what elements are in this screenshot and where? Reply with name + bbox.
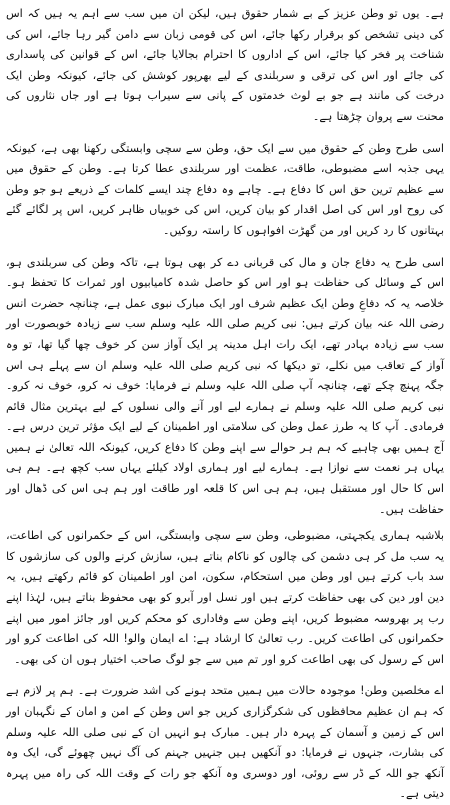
paragraph-defence-of-homeland: اسی طرح وطن کے حقوق میں سے ایک حق، وطن سے سچی وابستگی رکھنا بھی ہے، کیونکہ یہی جذبہ اسے مضبوطی، طاقت، عظمت اور سربلندی عطا کرتا ہے۔ وطن کے حقوق میں سے عظیم ترین حق اس کا دفاع ہے۔ چاہے وہ دفاع چند ایسے کلمات کے ذریعے ہو جو وطن کی روح اور اس کی اصل اقدار کو بیان کریں، اس کی خوبیاں ظاہر کریں، اس پر لگائے گئے بہتانوں کا رد کریں اور من گھڑت افواہوں کا راستہ روکیں۔ bbox=[6, 141, 444, 237]
paragraph-call-to-patriots: اے مخلصین وطن! موجودہ حالات میں ہمیں متحد ہونے کی اشد ضرورت ہے۔ ہم پر لازم ہے کہ ہم ان عظیم محافظوں کی شکرگزاری کریں جو اس وطن کے امن و امان کے نگہبان اور اس کے زمین و آسمان کے پہرہ دار ہیں۔ مبارک ہو انہیں ان کے نبی صلی اللہ علیہ وسلم کی بشارت، جنہوں نے فرمایا: دو آنکھیں ہیں جنہیں جہنم کی آگ نہیں چھوئے گی، ایک وہ آنکھ جو اللہ کے ڈر سے روئی، اور دوسری وہ آنکھ جو رات کے وقت اللہ کی راہ میں پہرہ دیتی ہے۔ bbox=[6, 684, 444, 801]
paragraph-unity-and-obedience: بلاشبہ ہماری یکجہتی، مضبوطی، وطن سے سچی وابستگی، اس کے حکمرانوں کی اطاعت، یہ سب مل کر ہی دشمن کی چالوں کو ناکام بناتے ہیں، سازش کرنے والوں کی سازشوں کا سد باب کرتے ہیں اور وطن میں استحکام، سکون، امن اور اطمینان کو قائم رکھتے ہیں، یہ دین اور دین کی بھی حفاظت کرتے ہیں اور نسل اور آبرو کو بھی محفوظ بناتے ہیں، لہٰذا اپنے رب پر بھروسہ مضبوط کریں، اپنے وطن سے وفاداری کو محکم کریں اور جائز امور میں اپنے حکمرانوں کی اطاعت کریں۔ رب تعالیٰ کا ارشاد ہے: اے ایمان والو! اللہ کی اطاعت کرو اور اس کے رسول کی بھی اطاعت کرو اور تم میں سے جو لوگ صاحب اختیار ہوں ان کی بھی۔ bbox=[6, 529, 444, 666]
paragraph-rights-of-homeland: ہے۔ یوں تو وطن عزیز کے بے شمار حقوق ہیں، لیکن ان میں سب سے اہم یہ ہیں کہ اس کی دینی تشخص کو برقرار رکھا جائے، اس کی قومی زبان سے دامن گیر رہا جائے، اس کی شناخت پر فخر کیا جائے، اس کے اداروں کا احترام بجالایا جائے، اس کے قوانین کی پاسداری کی جائے اور اس کی ترقی و سربلندی کے لیے بھرپور کوشش کی جائے، کیونکہ وطن ایک درخت کی مانند ہے جو بے لوث خدمتوں کے پانی سے سیراب ہوتا ہے اور جاں نثاروں کی محنت سے پروان چڑھتا ہے۔ bbox=[6, 7, 444, 123]
paragraph-prophetic-example: اسی طرح یہ دفاع جان و مال کی قربانی دے کر بھی ہوتا ہے، تاکہ وطن کی سربلندی ہو، اس کے وسائل کی حفاظت ہو اور اس کو حاصل شدہ کامیابیوں اور ثمرات کا تحفظ ہو۔ خلاصہ یہ کہ دفاعِ وطن ایک عظیم شرف اور ایک مبارک نبوی عمل ہے، چنانچہ حضرت انس رضی اللہ عنہ بیان کرتے ہیں: نبی کریم صلی اللہ علیہ وسلم سب سے زیادہ خوبصورت اور سب سے زیادہ بہادر تھے، ایک رات اہل مدینہ پر ایک آواز سن کر خوف چھا گیا تھا، تو وہ آواز کے تعاقب میں نکلے، تو دیکھا کہ نبی کریم صلی اللہ علیہ وسلم ان سے پہلے ہی اس جگہ پہنچ چکے تھے، چنانچہ آپ صلی اللہ علیہ وسلم نے فرمایا: خوف نہ کرو، خوف نہ کرو۔ نبی کریم صلی اللہ علیہ وسلم نے ہمارے لیے اور آنے والی نسلوں کے لیے بہترین مثال قائم فرمادی۔ آپ کا یہ طرز عمل وطن کی سلامتی اور اطمینان کے لیے ایک مؤثر ترین درس ہے۔ آج ہمیں بھی چاہیے کہ ہم ہر حوالے سے اپنے وطن کا دفاع کریں، کیونکہ اللہ تعالیٰ نے ہمیں یہاں ہر نعمت سے نوازا ہے۔ ہمارے لیے اور ہماری اولاد کیلئے یہاں سب کچھ ہے۔ ہم ہی اس کا حال اور مستقبل ہیں، ہم ہی اس کا قلعہ اور طاقت اور ہم ہی اس کی ڈھال اور حفاظت ہیں۔ bbox=[6, 255, 444, 516]
